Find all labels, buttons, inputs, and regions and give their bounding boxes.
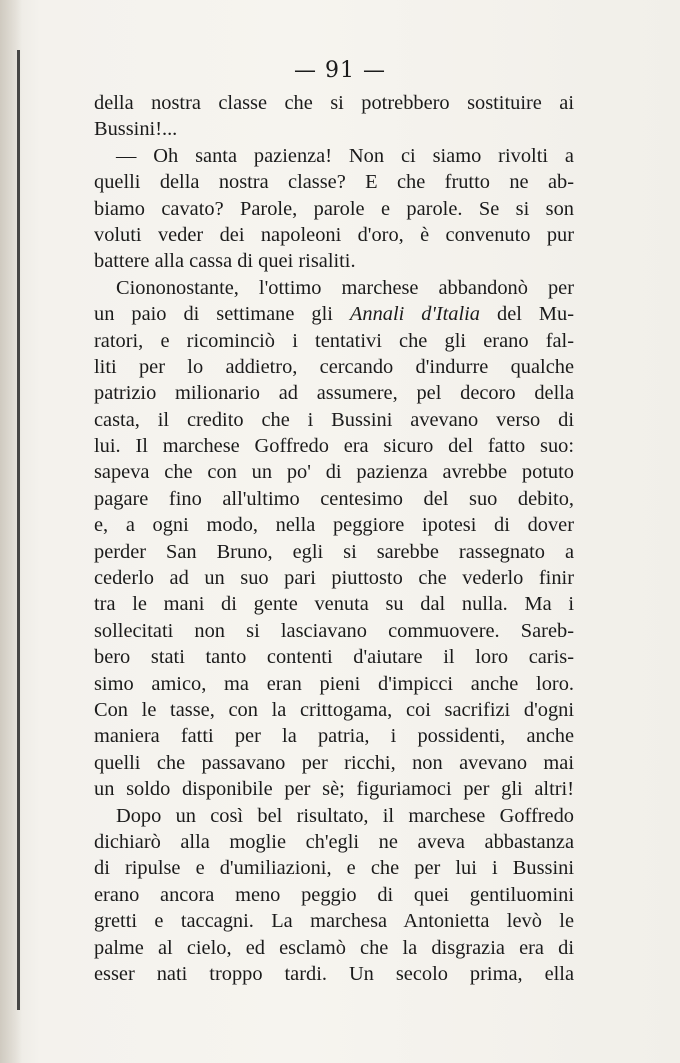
text-line: patrizio milionario ad assumere, pel decoro della — [94, 382, 574, 405]
body-text — [94, 90, 574, 987]
text-line: lui. Il marchese Goffredo era sicuro del fatto suo: — [94, 435, 574, 458]
text-line: cederlo ad un suo pari piuttosto che vederlo finir — [94, 567, 574, 590]
text-line: perder San Bruno, egli si sarebbe rassegnato a — [94, 540, 574, 563]
page-number: — 91 — — [294, 58, 386, 83]
text-line: maniera fatti per la patria, i possidenti, anche — [94, 725, 574, 748]
text-line: quelli che passavano per ricchi, non avevano mai — [94, 751, 574, 774]
text-line: biamo cavato? Parole, parole e parole. Se si son — [94, 197, 574, 220]
text-line: e, a ogni modo, nella peggiore ipotesi di dover — [94, 514, 574, 537]
text-line: Bussini!... — [94, 118, 178, 141]
text-line: pagare fino all'ultimo centesimo del suo debito, — [94, 487, 574, 510]
text-line-part: un paio di settimane gli — [94, 303, 350, 326]
text-line: Dopo un così bel risultato, il marchese Goffredo — [116, 804, 574, 827]
text-line: bero stati tanto contenti d'aiutare il loro caris- — [94, 646, 574, 669]
text-line: palme al cielo, ed esclamò che la disgrazia era di — [94, 936, 574, 959]
book-title-italic: Annali d'Italia — [349, 303, 481, 326]
text-line: ratori, e ricominciò i tentativi che gli erano fal- — [94, 329, 574, 352]
text-line: Ciononostante, l'ottimo marchese abbandonò per — [116, 276, 574, 299]
text-line: gretti e taccagni. La marchesa Antonietta levò le — [94, 910, 574, 933]
text-line: sapeva che con un po' di pazienza avrebbe potuto — [94, 461, 574, 484]
text-line: sollecitati non si lasciavano commuovere. Sareb- — [94, 619, 574, 642]
binding-edge-line — [17, 50, 20, 1010]
text-line: battere alla cassa di quei risaliti. — [94, 250, 356, 273]
text-line: liti per lo addietro, cercando d'indurre qualche — [94, 355, 574, 378]
text-line: Con le tasse, con la crittogama, coi sacrifizi d'ogni — [94, 698, 574, 721]
text-line: dichiarò alla moglie ch'egli ne aveva abbastanza — [94, 830, 574, 853]
text-line: — Oh santa pazienza! Non ci siamo rivolti a — [116, 144, 574, 167]
text-line: un soldo disponibile per sè; figuriamoci per gli altri! — [94, 778, 574, 801]
text-line: erano ancora meno peggio di quei gentiluomini — [94, 883, 574, 906]
text-line: esser nati troppo tardi. Un secolo prima, ella — [94, 962, 574, 985]
text-line: quelli della nostra classe? E che frutto ne ab- — [94, 171, 574, 194]
text-line: simo amico, ma eran pieni d'impicci anche loro. — [94, 672, 574, 695]
text-line: della nostra classe che si potrebbero sostituire ai — [94, 92, 574, 114]
text-line: casta, il credito che i Bussini avevano verso di — [94, 408, 574, 431]
text-line: di ripulse e d'umiliazioni, e che per lui i Bussini — [94, 857, 574, 880]
text-line — [94, 301, 574, 327]
text-line-part: del Mu- — [480, 303, 574, 326]
text-line: voluti veder dei napoleoni d'oro, è convenuto pur — [94, 223, 574, 246]
text-line: tra le mani di gente venuta su dal nulla. Ma i — [94, 593, 574, 616]
